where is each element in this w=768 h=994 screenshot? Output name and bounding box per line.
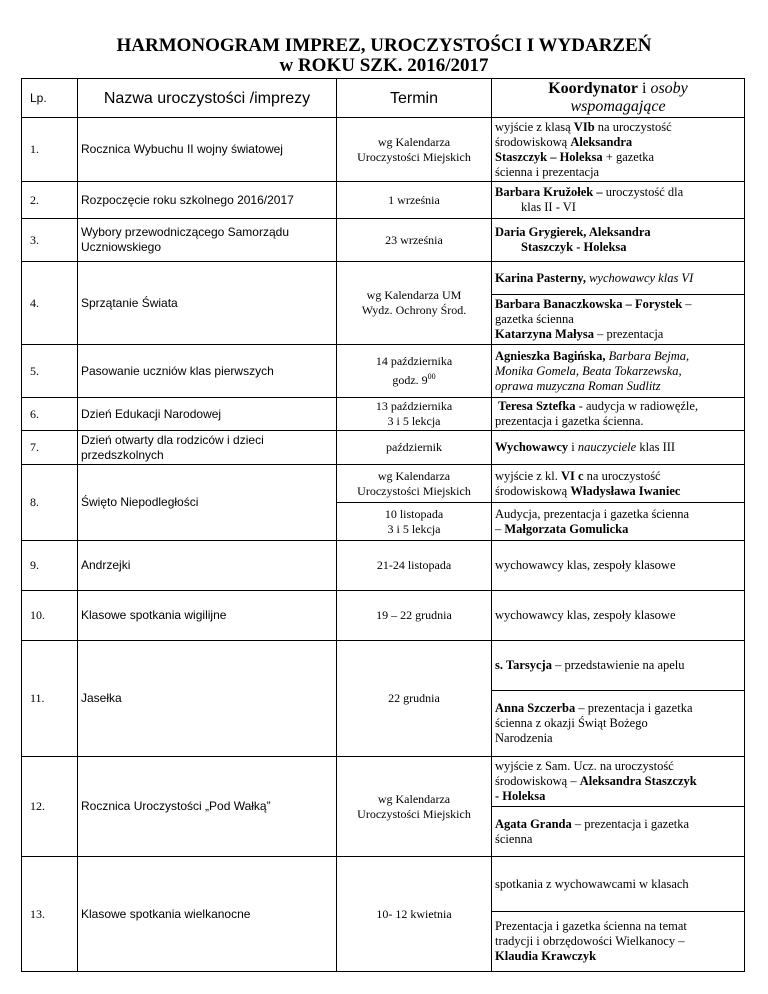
table-row: 2. Rozpoczęcie roku szkolnego 2016/2017 1 września Barbara Kružołek – uroczystość dla klas II - VI	[22, 182, 745, 219]
table-row: 10 listopada 3 i 5 lekcja Audycja, prezentacja i gazetka ścienna – Małgorzata Gomulicka	[22, 503, 745, 541]
document-title: HARMONOGRAM IMPREZ, UROCZYSTOŚCI I WYDARZEŃ	[116, 35, 652, 56]
header-lp: Lp.	[22, 79, 78, 118]
header-coordinator: Koordynator i osoby wspomagające	[492, 79, 745, 118]
table-row: 12. Rocznica Uroczystości „Pod Wałką” wg Kalendarza Uroczystości Miejskich wyjście z Sam. Ucz. na uroczystość środowiskową – Aleksandra Staszczyk - Holeksa	[22, 757, 745, 807]
table-row: 13. Klasowe spotkania wielkanocne 10- 12 kwietnia spotkania z wychowawcami w klasach	[22, 857, 745, 912]
table-row: Prezentacja i gazetka ścienna na temat tradycji i obrzędowości Wielkanocy – Klaudia Krawczyk	[22, 912, 745, 972]
table-row: Anna Szczerba – prezentacja i gazetka ścienna z okazji Świąt Bożego Narodzenia	[22, 691, 745, 757]
header-term: Termin	[337, 79, 492, 118]
document-subtitle: w ROKU SZK. 2016/2017	[279, 55, 489, 76]
table-row: 10. Klasowe spotkania wigilijne 19 – 22 grudnia wychowawcy klas, zespoły klasowe	[22, 591, 745, 641]
table-row: 1. Rocznica Wybuchu II wojny światowej wg Kalendarza Uroczystości Miejskich wyjście z klasą VIb na uroczystość środowiskową Aleksandra Staszczyk – Holeksa + gazetka ścienna i prezentacja	[22, 118, 745, 182]
table-row: 6. Dzień Edukacji Narodowej 13 października 3 i 5 lekcja Teresa Sztefka - audycja w radiowęźle, prezentacja i gazetka ścienna.	[22, 398, 745, 431]
table-row: Barbara Banaczkowska – Forystek – gazetka ścienna Katarzyna Małysa – prezentacja	[22, 295, 745, 345]
table-row: 9. Andrzejki 21-24 listopada wychowawcy klas, zespoły klasowe	[22, 541, 745, 591]
table-row: 8. Święto Niepodległości wg Kalendarza Uroczystości Miejskich wyjście z kl. VI c na uroczystość środowiskową Władysława Iwaniec	[22, 465, 745, 503]
table-row: 7. Dzień otwarty dla rodziców i dzieci przedszkolnych październik Wychowawcy i nauczyciele klas III	[22, 431, 745, 465]
schedule-table	[21, 78, 745, 972]
table-row: 5. Pasowanie uczniów klas pierwszych 14 października godz. $9^{00}$ Agnieszka Bagińska, Barbara Bejma, Monika Gomela, Beata Tokarzewska, oprawa muzyczna Roman Sudlitz	[22, 345, 745, 398]
header-row	[22, 79, 745, 118]
table-row: 3. Wybory przewodniczącego Samorządu Uczniowskiego 23 września Daria Grygierek, Aleksandra Staszczyk - Holeksa	[22, 219, 745, 262]
table-row: Agata Granda – prezentacja i gazetka ścienna	[22, 807, 745, 857]
table-row: 11. Jasełka 22 grudnia s. Tarsycja – przedstawienie na apelu	[22, 641, 745, 691]
table-row: 4. Sprzątanie Świata wg Kalendarza UM Wydz. Ochrony Środ. Karina Pasterny, wychowawcy klas VI	[22, 262, 745, 295]
header-name: Nazwa uroczystości /imprezy	[78, 79, 337, 118]
